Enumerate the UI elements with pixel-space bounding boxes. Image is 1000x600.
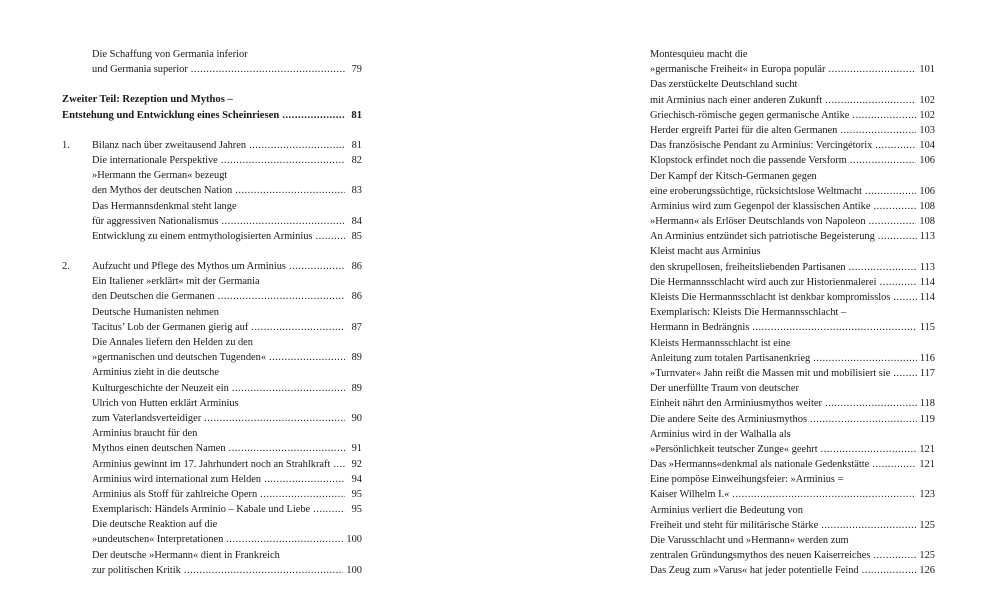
page-number: 100 xyxy=(346,564,362,576)
page-number: 113 xyxy=(919,231,935,243)
page-number: 81 xyxy=(351,139,362,151)
toc-entry-title: »germanische Freiheit« in Europa populär xyxy=(650,64,826,76)
toc-entry-title: »undeutschen« Interpretationen xyxy=(92,534,224,546)
toc-entry xyxy=(62,335,362,350)
toc-entry xyxy=(62,532,362,547)
toc-entry xyxy=(650,244,935,259)
toc-entry-title: Klopstock erfindet noch die passende Versform xyxy=(650,155,847,167)
dot-leader xyxy=(840,123,916,138)
toc-entry-title: Kleists Die Hermannsschlacht ist denkbar kompromisslos xyxy=(650,292,891,303)
toc-entry-title: Mythos einen deutschen Namen xyxy=(92,443,226,455)
toc-entry-title: »Turnvater« Jahn reißt die Massen mit und mobilisiert sie xyxy=(650,367,891,379)
dot-leader xyxy=(313,502,345,517)
page-number: 87 xyxy=(351,321,362,333)
toc-entry-title: Kleist macht aus Arminius xyxy=(650,246,761,258)
toc-entry xyxy=(650,138,935,153)
toc-entry-title: Kaiser Wilhelm I.« xyxy=(650,489,730,501)
page-number: 84 xyxy=(351,215,362,227)
dot-leader xyxy=(221,214,345,229)
page-number: 116 xyxy=(919,352,935,364)
toc-entry xyxy=(650,366,935,381)
toc-entry-title: Herder ergreift Partei für die alten Germanen xyxy=(650,124,838,136)
chapter-title: Bilanz nach über zweitausend Jahren xyxy=(92,139,247,151)
dot-leader xyxy=(269,350,345,365)
section-spacer xyxy=(62,77,362,92)
toc-entry-title: mit Arminius nach einer anderen Zukunft xyxy=(650,94,823,106)
toc-entry xyxy=(62,183,362,198)
page-number: 79 xyxy=(351,64,362,76)
toc-entry-title: Einheit nährt den Arminiusmythos weiter xyxy=(650,398,822,410)
toc-entry-title: Die Annales liefern den Helden zu den xyxy=(92,337,253,348)
toc-entry xyxy=(62,350,362,365)
page-number: 126 xyxy=(919,565,935,577)
dot-leader xyxy=(869,214,917,229)
page-number: 106 xyxy=(919,185,935,197)
toc-entry xyxy=(62,457,362,472)
dot-leader xyxy=(875,138,916,153)
toc-entry-title: Kleists Hermannsschlacht ist eine xyxy=(650,337,791,349)
toc-entry-title: Das Hermannsdenkmal steht lange xyxy=(92,200,237,212)
toc-entry-title: Die andere Seite des Arminiusmythos xyxy=(650,413,807,425)
toc-entry xyxy=(650,169,935,184)
toc-entry-title: Arminius wird international zum Helden xyxy=(92,473,262,485)
toc-entry-title: »Hermann« als Erlöser Deutschlands von Napoleon xyxy=(650,216,866,228)
toc-chapter-entry xyxy=(62,138,362,153)
dot-leader xyxy=(893,290,916,305)
section-spacer xyxy=(62,123,362,138)
dot-leader xyxy=(873,199,916,214)
page-number: 108 xyxy=(919,200,935,212)
toc-entry xyxy=(62,563,362,578)
toc-entry-title: Deutsche Humanisten nehmen xyxy=(92,306,219,318)
dot-leader xyxy=(810,412,917,427)
toc-entry-title: Die Varusschlacht und »Hermann« werden zum xyxy=(650,535,849,546)
page-number: 89 xyxy=(351,382,362,394)
page-number: 114 xyxy=(919,276,935,288)
toc-entry xyxy=(650,260,935,275)
toc-entry-title: Kulturgeschichte der Neuzeit ein xyxy=(92,382,229,394)
dot-leader xyxy=(282,108,345,123)
dot-leader xyxy=(251,320,345,335)
toc-entry xyxy=(650,93,935,108)
dot-leader xyxy=(260,487,345,502)
dot-leader xyxy=(873,548,916,563)
toc-entry-title: Hermann in Bedrängnis xyxy=(650,322,750,334)
dot-leader xyxy=(249,138,345,153)
page-number: 95 xyxy=(351,488,362,500)
toc-entry xyxy=(62,487,362,502)
toc-entry xyxy=(650,457,935,472)
toc-entry-title: Die Schaffung von Germania inferior xyxy=(92,49,248,60)
toc-entry-title: Montesquieu macht die xyxy=(650,49,748,60)
dot-leader xyxy=(264,472,345,487)
toc-entry xyxy=(62,441,362,456)
toc-entry xyxy=(62,381,362,396)
page-number: 92 xyxy=(351,458,362,470)
dot-leader xyxy=(333,457,345,472)
toc-entry xyxy=(650,199,935,214)
toc-entry-title: Die deutsche Reaktion auf die xyxy=(92,519,218,531)
toc-entry-title: Arminius wird zum Gegenpol der klassischen Antike xyxy=(650,200,871,212)
dot-leader xyxy=(852,108,916,123)
page-number: 94 xyxy=(351,473,362,485)
toc-entry-title: Die internationale Perspektive xyxy=(92,154,218,166)
toc-entry-title: Arminius zieht in die deutsche xyxy=(92,367,219,379)
toc-entry-title: Entwicklung zu einem entmythologisierten Arminius xyxy=(92,230,313,242)
page-number: 102 xyxy=(919,94,935,106)
page-number: 113 xyxy=(919,261,935,273)
page-number: 90 xyxy=(351,412,362,424)
toc-entry-title: Ein Italiener »erklärt« mit der Germania xyxy=(92,276,260,288)
page-number: 81 xyxy=(351,109,362,121)
dot-leader xyxy=(289,259,345,274)
toc-entry xyxy=(62,62,362,77)
toc-entry xyxy=(62,502,362,517)
page-number: 125 xyxy=(919,519,935,531)
page-number: 117 xyxy=(919,367,935,379)
toc-entry-title xyxy=(62,259,286,274)
toc-entry xyxy=(650,548,935,563)
toc-entry xyxy=(650,503,935,518)
toc-entry xyxy=(650,108,935,123)
dot-leader xyxy=(221,153,345,168)
toc-entry xyxy=(62,472,362,487)
toc-entry xyxy=(650,487,935,502)
toc-entry xyxy=(650,533,935,548)
toc-entry xyxy=(650,427,935,442)
toc-entry xyxy=(650,229,935,244)
toc-entry xyxy=(650,320,935,335)
toc-entry-title: Exemplarisch: Kleists Die Hermannsschlacht – xyxy=(650,307,847,319)
dot-leader xyxy=(893,366,916,381)
toc-entry-title: den skrupellosen, freiheitsliebenden Partisanen xyxy=(650,261,846,273)
toc-entry xyxy=(650,336,935,351)
dot-leader xyxy=(732,487,916,502)
toc-entry-title: Tacitus’ Lob der Germanen gierig auf xyxy=(92,321,249,333)
toc-entry xyxy=(650,442,935,457)
toc-entry xyxy=(62,168,362,183)
page-number: 83 xyxy=(351,185,362,197)
toc-entry xyxy=(650,518,935,533)
page-number: 95 xyxy=(351,504,362,516)
toc-entry xyxy=(62,396,362,411)
toc-entry-title: Der Kampf der Kitsch-Germanen gegen xyxy=(650,170,817,182)
toc-entry-title: und Germania superior xyxy=(92,64,188,76)
page-number: 118 xyxy=(919,398,935,410)
toc-entry xyxy=(62,365,362,380)
dot-leader xyxy=(232,381,345,396)
toc-entry-title: »Persönlichkeit teutscher Zunge« geehrt xyxy=(650,443,818,455)
page-number: 104 xyxy=(919,140,935,152)
toc-entry-title: Der deutsche »Hermann« dient in Frankreich xyxy=(92,549,280,561)
toc-entry xyxy=(62,199,362,214)
toc-entry-title: Zweiter Teil: Rezeption und Mythos – xyxy=(62,94,233,106)
toc-entry-title: Ulrich von Hutten erklärt Arminius xyxy=(92,397,239,409)
page-number: 100 xyxy=(346,534,362,546)
toc-entry xyxy=(650,381,935,396)
toc-entry xyxy=(62,47,362,62)
page-number: 123 xyxy=(919,489,935,501)
toc-entry xyxy=(650,472,935,487)
page-number: 85 xyxy=(351,230,362,242)
toc-entry xyxy=(62,517,362,532)
toc-entry-title: Die Hermannsschlacht wird auch zur Historienmalerei xyxy=(650,276,877,288)
dot-leader xyxy=(862,563,917,578)
page-number: 121 xyxy=(919,443,935,455)
chapter-title: Aufzucht und Pflege des Mythos um Arminius xyxy=(92,261,286,273)
dot-leader xyxy=(226,532,343,547)
toc-entry xyxy=(650,305,935,320)
toc-entry xyxy=(62,274,362,289)
dot-leader xyxy=(235,183,345,198)
toc-entry xyxy=(650,351,935,366)
toc-entry-title: zur politischen Kritik xyxy=(92,564,181,576)
toc-entry xyxy=(650,275,935,290)
toc-chapter-entry xyxy=(62,259,362,274)
dot-leader xyxy=(813,351,917,366)
toc-entry-title: Freiheit und steht für militärische Stärke xyxy=(650,519,819,531)
toc-entry xyxy=(650,47,935,62)
toc-entry xyxy=(650,396,935,411)
toc-entry-title: Arminius als Stoff für zahlreiche Opern xyxy=(92,488,258,500)
toc-entry xyxy=(650,77,935,92)
toc-entry-title: den Deutschen die Germanen xyxy=(92,291,215,303)
dot-leader xyxy=(878,229,917,244)
dot-leader xyxy=(825,396,917,411)
page-number: 115 xyxy=(919,322,935,334)
dot-leader xyxy=(828,62,916,77)
toc-entry xyxy=(62,548,362,563)
chapter-number: 1. xyxy=(62,139,70,151)
toc-entry-title: An Arminius entzündet sich patriotische Begeisterung xyxy=(650,231,875,243)
dot-leader xyxy=(218,289,345,304)
toc-entry-title xyxy=(62,138,247,153)
dot-leader xyxy=(849,260,917,275)
toc-entry-title: »Hermann the German« bezeugt xyxy=(92,170,228,182)
toc-entry xyxy=(650,412,935,427)
toc-entry xyxy=(62,229,362,244)
toc-entry-title: Anleitung zum totalen Partisanenkrieg xyxy=(650,352,811,364)
toc-entry-title: Das Zeug zum »Varus« hat jeder potentielle Feind xyxy=(650,565,859,577)
page-number: 102 xyxy=(919,109,935,121)
page-number: 91 xyxy=(351,443,362,455)
toc-entry-title: den Mythos der deutschen Nation xyxy=(92,185,233,197)
dot-leader xyxy=(184,563,344,578)
page-number: 86 xyxy=(351,261,362,273)
page-number: 82 xyxy=(351,154,362,166)
toc-entry-title: Entstehung und Entwicklung eines Scheinriesen xyxy=(62,109,280,121)
toc-entry-title: zentralen Gründungsmythos des neuen Kaiserreiches xyxy=(650,550,871,562)
toc-entry xyxy=(650,123,935,138)
toc-entry-title: Eine pompöse Einweihungsfeier: »Arminius = xyxy=(650,474,844,486)
toc-entry xyxy=(62,320,362,335)
toc-entry-title: Das französische Pendant zu Arminius: Vercingétorix xyxy=(650,140,873,152)
page-number: 114 xyxy=(919,292,935,303)
toc-entry-title: für aggressiven Nationalismus xyxy=(92,215,219,227)
toc-entry xyxy=(62,426,362,441)
page-number: 108 xyxy=(919,216,935,228)
toc-entry-title: Exemplarisch: Händels Arminio – Kabale und Liebe xyxy=(92,504,311,516)
toc-entry-title: eine eroberungssüchtige, rücksichtslose Weltmacht xyxy=(650,185,862,197)
toc-entry-title: Das »Hermanns«denkmal als nationale Gedenkstätte xyxy=(650,459,870,471)
page-number: 103 xyxy=(919,124,935,136)
chapter-number: 2. xyxy=(62,261,70,273)
dot-leader xyxy=(821,518,916,533)
dot-leader xyxy=(229,441,345,456)
toc-entry xyxy=(650,214,935,229)
toc-entry xyxy=(62,305,362,320)
toc-entry xyxy=(62,289,362,304)
toc-entry xyxy=(650,62,935,77)
right-toc-page xyxy=(650,47,935,579)
toc-entry-title: Der unerfüllte Traum von deutscher xyxy=(650,383,799,395)
dot-leader xyxy=(865,184,916,199)
page-number: 86 xyxy=(351,291,362,303)
toc-entry xyxy=(650,563,935,578)
dot-leader xyxy=(191,62,345,77)
toc-section-heading xyxy=(62,92,362,107)
dot-leader xyxy=(752,320,917,335)
page-number: 125 xyxy=(919,550,935,562)
page-number: 119 xyxy=(919,413,935,425)
page-number: 89 xyxy=(351,352,362,364)
toc-entry xyxy=(62,214,362,229)
dot-leader xyxy=(821,442,917,457)
toc-entry-title: Griechisch-römische gegen germanische Antike xyxy=(650,109,850,121)
dot-leader xyxy=(850,153,917,168)
toc-entry xyxy=(650,290,935,305)
page-number: 106 xyxy=(919,155,935,167)
dot-leader xyxy=(872,457,916,472)
toc-entry xyxy=(650,153,935,168)
dot-leader xyxy=(825,93,916,108)
page-number: 101 xyxy=(919,64,935,76)
toc-entry-title: Das zerstückelte Deutschland sucht xyxy=(650,79,798,91)
toc-entry xyxy=(650,184,935,199)
toc-entry xyxy=(62,411,362,426)
toc-entry-title: »germanischen und deutschen Tugenden« xyxy=(92,352,267,364)
toc-entry-title: Arminius braucht für den xyxy=(92,428,198,440)
dot-leader xyxy=(880,275,917,290)
toc-entry-title: zum Vaterlandsverteidiger xyxy=(92,412,202,424)
toc-section-heading xyxy=(62,108,362,123)
toc-entry-title: Arminius gewinnt im 17. Jahrhundert noch an Strahlkraft xyxy=(92,458,331,470)
dot-leader xyxy=(204,411,345,426)
toc-entry-title: Arminius verliert die Bedeutung von xyxy=(650,504,803,516)
toc-entry xyxy=(62,153,362,168)
section-spacer xyxy=(62,244,362,259)
page-number: 121 xyxy=(919,459,935,471)
dot-leader xyxy=(315,229,345,244)
toc-entry-title: Arminius wird in der Walhalla als xyxy=(650,428,791,440)
left-toc-page xyxy=(62,47,362,578)
